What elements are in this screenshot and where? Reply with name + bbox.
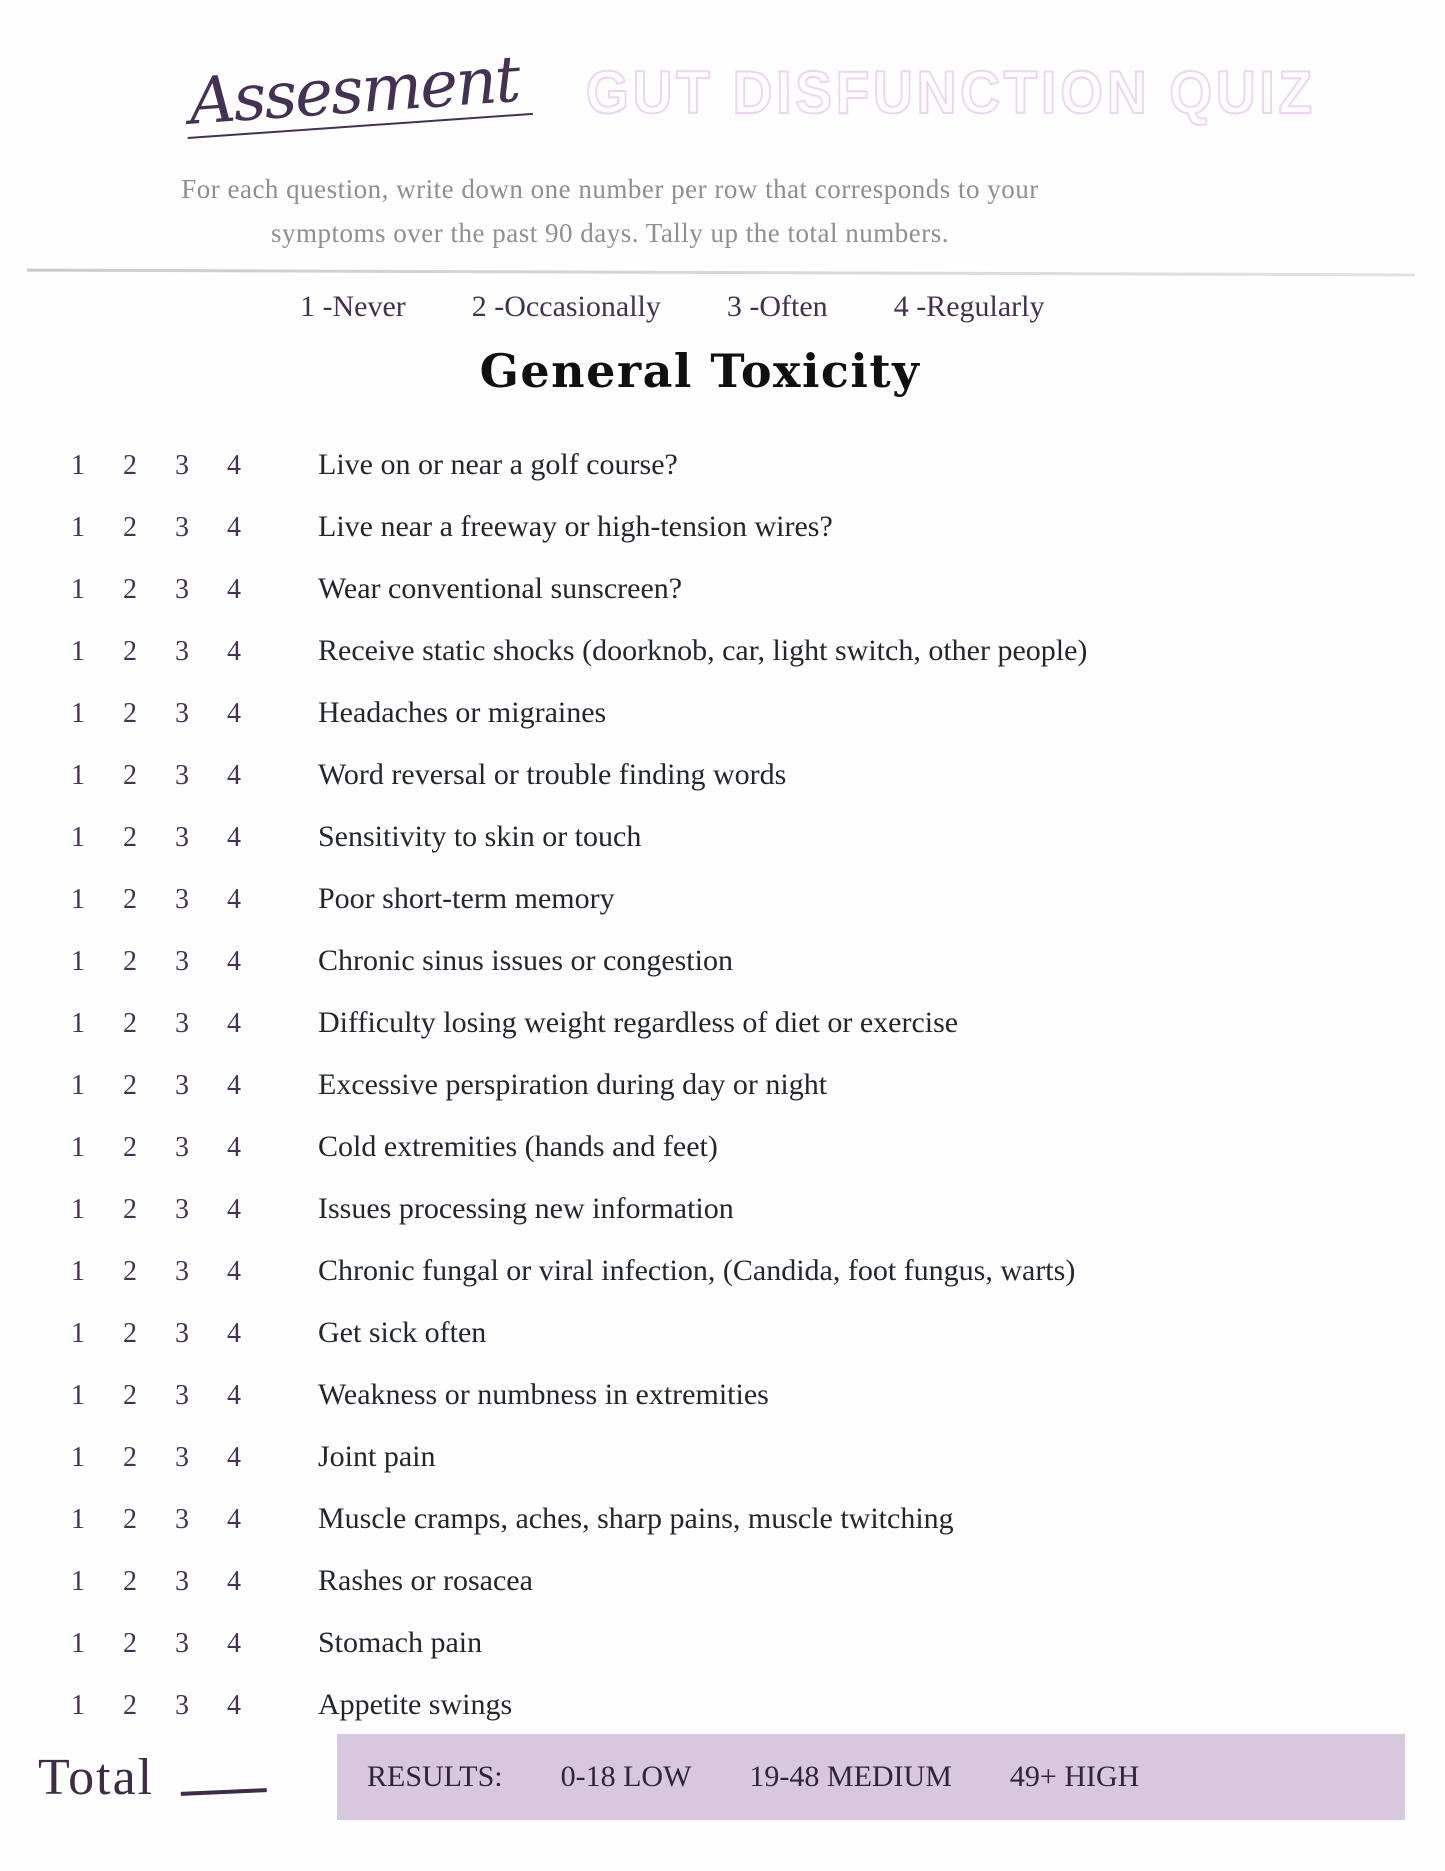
results-bar	[337, 1734, 1405, 1820]
rating-option-4[interactable]: 4	[227, 1566, 241, 1597]
results-low-range: 0-18 LOW	[560, 1760, 692, 1793]
rating-option-1[interactable]: 1	[71, 1070, 85, 1101]
rating-option-3[interactable]: 3	[175, 1008, 189, 1039]
question-row	[52, 1006, 1445, 1040]
rating-option-2[interactable]: 2	[123, 1690, 137, 1721]
rating-option-3[interactable]: 3	[175, 1380, 189, 1411]
rating-option-3[interactable]: 3	[175, 760, 189, 791]
rating-option-2[interactable]: 2	[123, 1628, 137, 1659]
divider-line	[27, 269, 1415, 277]
rating-option-4[interactable]: 4	[227, 1194, 241, 1225]
rating-option-4[interactable]: 4	[227, 636, 241, 667]
question-text: Joint pain	[318, 1440, 436, 1473]
rating-option-4[interactable]: 4	[227, 1132, 241, 1163]
question-row	[52, 1564, 1445, 1598]
question-row	[52, 944, 1445, 978]
question-text: Stomach pain	[318, 1626, 483, 1659]
instructions-line-1: For each question, write down one number per row that corresponds to your	[181, 174, 1039, 204]
instructions-line-2: symptoms over the past 90 days. Tally up the total numbers.	[270, 218, 950, 248]
question-text: Appetite swings	[318, 1688, 513, 1721]
question-text: Poor short-term memory	[318, 882, 615, 915]
question-text: Sensitivity to skin or touch	[318, 820, 642, 853]
question-text: Issues processing new information	[318, 1192, 734, 1225]
rating-option-1[interactable]: 1	[71, 698, 85, 729]
question-text: Receive static shocks (doorknob, car, light switch, other people)	[318, 634, 1088, 667]
rating-option-1[interactable]: 1	[71, 884, 85, 915]
rating-option-3[interactable]: 3	[175, 1504, 189, 1535]
question-text: Rashes or rosacea	[318, 1564, 533, 1597]
question-text: Get sick often	[318, 1316, 487, 1349]
rating-option-1[interactable]: 1	[71, 1132, 85, 1163]
rating-option-4[interactable]: 4	[227, 698, 241, 729]
question-text: Difficulty losing weight regardless of diet or exercise	[318, 1006, 959, 1039]
rating-option-4[interactable]: 4	[227, 1008, 241, 1039]
rating-option-1[interactable]: 1	[71, 1628, 85, 1659]
rating-option-2[interactable]: 2	[123, 946, 137, 977]
question-text: Wear conventional sunscreen?	[318, 572, 683, 605]
results-high-range: 49+ HIGH	[1009, 1760, 1140, 1793]
rating-option-2[interactable]: 2	[123, 1070, 137, 1101]
question-row	[52, 1502, 1445, 1536]
question-row	[52, 696, 1445, 730]
rating-option-3[interactable]: 3	[175, 698, 189, 729]
rating-option-3[interactable]: 3	[175, 1132, 189, 1163]
rating-option-4[interactable]: 4	[227, 512, 241, 543]
rating-option-3[interactable]: 3	[175, 1070, 189, 1101]
rating-option-4[interactable]: 4	[227, 574, 241, 605]
rating-option-4[interactable]: 4	[227, 1318, 241, 1349]
rating-option-3[interactable]: 3	[175, 1318, 189, 1349]
question-text: Muscle cramps, aches, sharp pains, muscle twitching	[318, 1502, 954, 1535]
rating-option-3[interactable]: 3	[175, 822, 189, 853]
rating-option-2[interactable]: 2	[123, 884, 137, 915]
rating-option-1[interactable]: 1	[71, 1504, 85, 1535]
rating-option-3[interactable]: 3	[175, 450, 189, 481]
question-row	[52, 510, 1445, 544]
rating-option-3[interactable]: 3	[175, 1566, 189, 1597]
question-row	[52, 1378, 1445, 1412]
rating-option-1[interactable]: 1	[71, 574, 85, 605]
question-row	[52, 1626, 1445, 1660]
question-text: Word reversal or trouble finding words	[318, 758, 787, 791]
results-label: RESULTS:	[367, 1760, 503, 1793]
question-row	[52, 448, 1445, 482]
question-row	[52, 1192, 1445, 1226]
rating-option-3[interactable]: 3	[175, 636, 189, 667]
rating-option-2[interactable]: 2	[123, 574, 137, 605]
rating-option-2[interactable]: 2	[123, 822, 137, 853]
rating-option-2[interactable]: 2	[123, 1566, 137, 1597]
rating-option-3[interactable]: 3	[175, 574, 189, 605]
rating-option-2[interactable]: 2	[123, 450, 137, 481]
question-text: Weakness or numbness in extremities	[318, 1378, 769, 1411]
rating-option-4[interactable]: 4	[227, 946, 241, 977]
rating-option-1[interactable]: 1	[71, 1008, 85, 1039]
rating-option-2[interactable]: 2	[123, 1194, 137, 1225]
rating-option-2[interactable]: 2	[123, 1008, 137, 1039]
rating-option-2[interactable]: 2	[123, 760, 137, 791]
question-text: Headaches or migraines	[318, 696, 607, 729]
rating-option-4[interactable]: 4	[227, 1442, 241, 1473]
legend-item-often: 3 -Often	[726, 290, 828, 323]
rating-option-2[interactable]: 2	[123, 636, 137, 667]
rating-option-3[interactable]: 3	[175, 1256, 189, 1287]
rating-option-4[interactable]: 4	[227, 884, 241, 915]
rating-option-4[interactable]: 4	[227, 1380, 241, 1411]
question-list	[0, 448, 1445, 1722]
question-row	[52, 758, 1445, 792]
rating-option-3[interactable]: 3	[175, 884, 189, 915]
legend-item-regularly: 4 -Regularly	[893, 290, 1045, 323]
quiz-outline-title: GUT DISFUNCTION QUIZ	[586, 59, 1316, 126]
rating-option-2[interactable]: 2	[123, 1504, 137, 1535]
question-text: Excessive perspiration during day or night	[318, 1068, 828, 1101]
rating-option-1[interactable]: 1	[71, 636, 85, 667]
rating-option-3[interactable]: 3	[175, 512, 189, 543]
header	[185, 40, 1445, 145]
question-row	[52, 1254, 1445, 1288]
rating-option-2[interactable]: 2	[123, 1132, 137, 1163]
rating-option-3[interactable]: 3	[175, 946, 189, 977]
rating-option-2[interactable]: 2	[123, 1380, 137, 1411]
footer	[0, 1734, 1445, 1864]
question-row	[52, 1130, 1445, 1164]
rating-option-2[interactable]: 2	[123, 698, 137, 729]
section-title: General Toxicity	[479, 344, 921, 398]
rating-option-4[interactable]: 4	[227, 450, 241, 481]
legend-item-occasionally: 2 -Occasionally	[471, 290, 661, 323]
instructions	[0, 167, 1220, 255]
rating-option-1[interactable]: 1	[71, 1318, 85, 1349]
rating-option-4[interactable]: 4	[227, 1628, 241, 1659]
total-blank-line[interactable]	[179, 1752, 267, 1796]
rating-option-3[interactable]: 3	[175, 1690, 189, 1721]
rating-option-2[interactable]: 2	[123, 1318, 137, 1349]
total-label: Total	[38, 1749, 155, 1806]
assessment-script-logo: Assesment	[183, 47, 533, 139]
question-text: Live on or near a golf course?	[318, 448, 678, 481]
question-row	[52, 1440, 1445, 1474]
rating-option-1[interactable]: 1	[71, 1442, 85, 1473]
rating-option-1[interactable]: 1	[71, 1380, 85, 1411]
question-row	[52, 1316, 1445, 1350]
rating-option-1[interactable]: 1	[71, 450, 85, 481]
question-row	[52, 1688, 1445, 1722]
total-section	[38, 1748, 266, 1807]
rating-option-1[interactable]: 1	[71, 1690, 85, 1721]
rating-option-3[interactable]: 3	[175, 1442, 189, 1473]
rating-option-1[interactable]: 1	[71, 512, 85, 543]
rating-legend	[300, 290, 1445, 324]
rating-option-1[interactable]: 1	[71, 760, 85, 791]
rating-option-1[interactable]: 1	[71, 822, 85, 853]
question-row	[52, 1068, 1445, 1102]
rating-option-1[interactable]: 1	[71, 1194, 85, 1225]
rating-option-4[interactable]: 4	[227, 760, 241, 791]
rating-option-3[interactable]: 3	[175, 1194, 189, 1225]
rating-option-3[interactable]: 3	[175, 1628, 189, 1659]
question-text: Chronic sinus issues or congestion	[318, 944, 733, 977]
rating-option-4[interactable]: 4	[227, 1504, 241, 1535]
question-row	[52, 634, 1445, 668]
rating-option-4[interactable]: 4	[227, 1256, 241, 1287]
question-row	[52, 572, 1445, 606]
question-text: Cold extremities (hands and feet)	[318, 1130, 718, 1163]
legend-item-never: 1 -Never	[300, 290, 406, 323]
question-text: Chronic fungal or viral infection, (Candida, foot fungus, warts)	[318, 1254, 1076, 1287]
rating-option-2[interactable]: 2	[123, 1442, 137, 1473]
rating-option-1[interactable]: 1	[71, 946, 85, 977]
results-medium-range: 19-48 MEDIUM	[749, 1760, 952, 1793]
question-row	[52, 882, 1445, 916]
rating-option-4[interactable]: 4	[227, 822, 241, 853]
rating-option-2[interactable]: 2	[123, 1256, 137, 1287]
question-text: Live near a freeway or high-tension wires?	[318, 510, 833, 543]
rating-option-1[interactable]: 1	[71, 1256, 85, 1287]
rating-option-2[interactable]: 2	[123, 512, 137, 543]
rating-option-1[interactable]: 1	[71, 1566, 85, 1597]
question-row	[52, 820, 1445, 854]
rating-option-4[interactable]: 4	[227, 1690, 241, 1721]
rating-option-4[interactable]: 4	[227, 1070, 241, 1101]
